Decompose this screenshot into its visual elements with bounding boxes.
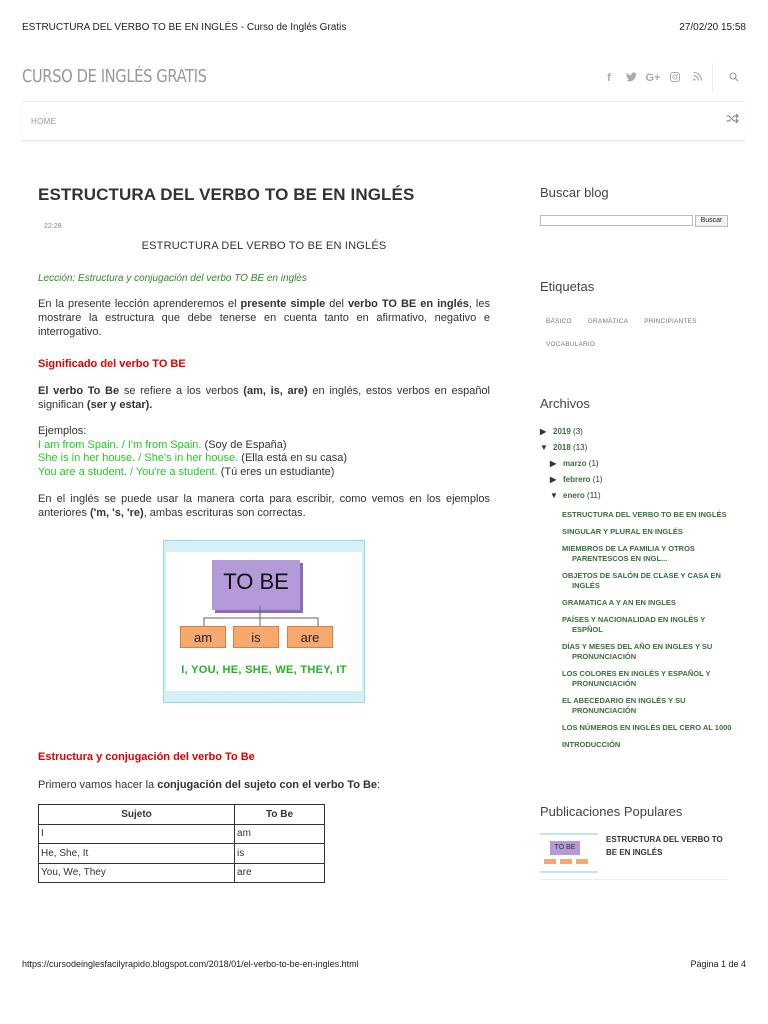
table-cell: He, She, It bbox=[39, 844, 235, 864]
meaning-paragraph: El verbo To Be se refiere a los verbos (am, is, are) en inglés, estos verbos en español significan (ser y estar). bbox=[38, 385, 490, 411]
examples-label: Ejemplos: bbox=[38, 425, 87, 437]
site-title-link[interactable]: CURSO DE INGLÉS GRATIS bbox=[22, 66, 207, 87]
heading-significado: Significado del verbo TO BE bbox=[38, 358, 186, 370]
post-title: ESTRUCTURA DEL VERBO TO BE EN INGLÉS bbox=[38, 185, 415, 204]
heading-estructura: Estructura y conjugación del verbo To Be bbox=[38, 751, 255, 763]
collapsed-arrow-icon[interactable]: ▶ bbox=[550, 459, 557, 468]
table-cell: I bbox=[39, 824, 235, 844]
verb-am: am bbox=[180, 626, 226, 648]
divider bbox=[540, 879, 728, 880]
google-plus-icon[interactable]: G+ bbox=[645, 72, 661, 84]
print-page-number: Página 1 de 4 bbox=[690, 959, 746, 969]
archive-post-list bbox=[540, 510, 732, 750]
instagram-icon[interactable] bbox=[664, 72, 686, 85]
print-url: https://cursodeinglesfacilyrapido.blogspot.com/2018/01/el-verbo-to-be-en-ingles.html bbox=[22, 959, 359, 969]
labels-list bbox=[540, 310, 732, 356]
archive-post-link[interactable]: OBJETOS DE SALÓN DE CLASE Y CASA EN INGLÉS bbox=[562, 571, 721, 590]
table-row bbox=[39, 844, 325, 864]
archive-year-2018[interactable]: ▼ 2018 (13) bbox=[540, 440, 732, 456]
short-form-paragraph: En el inglés se puede usar la manera corta para escribir, como vemos en los ejemplos anteriores ('m, 's, 're), ambas escrituras son correctas. bbox=[38, 493, 490, 519]
table-cell: You, We, They bbox=[39, 863, 235, 883]
archive-month-febrero[interactable]: ▶ febrero (1) bbox=[540, 472, 732, 488]
facebook-icon[interactable]: f bbox=[607, 72, 611, 84]
labels-widget-title: Etiquetas bbox=[540, 279, 595, 294]
sidebar bbox=[540, 185, 732, 880]
print-header bbox=[22, 22, 746, 36]
example-line: You are a student. / You're a student. (Tú eres un estudiante) bbox=[38, 465, 335, 478]
table-header: To Be bbox=[235, 805, 325, 825]
archive-post-link[interactable]: LOS COLORES EN INGLÉS Y ESPAÑOL Y PRONUNCIACIÓN bbox=[562, 669, 711, 688]
post bbox=[38, 185, 490, 883]
thumbnail-label: TO BE bbox=[550, 841, 580, 855]
to-be-diagram-image[interactable] bbox=[163, 540, 365, 703]
table-header: Sujeto bbox=[39, 805, 235, 825]
archive-post-link[interactable]: LOS NÚMEROS EN INGLÉS DEL CERO AL 1000 bbox=[562, 723, 732, 732]
archive-post-link[interactable]: EL ABECEDARIO EN INGLÉS Y SU PRONUNCIACIÓN bbox=[562, 696, 686, 715]
pronouns-line: I, YOU, HE, SHE, WE, THEY, IT bbox=[181, 664, 347, 676]
collapsed-arrow-icon[interactable]: ▶ bbox=[540, 427, 547, 436]
rss-icon[interactable] bbox=[686, 72, 708, 84]
archive-widget-title: Archivos bbox=[540, 396, 590, 411]
blog-search-input[interactable] bbox=[540, 215, 693, 226]
label-link[interactable]: BÁSICO bbox=[546, 318, 572, 325]
example-line: She is in her house. / She's in her house. (Ella está en su casa) bbox=[38, 452, 348, 464]
verb-is: is bbox=[233, 626, 279, 648]
popular-post-item[interactable] bbox=[540, 833, 732, 877]
label-link[interactable]: PRINCIPIANTES bbox=[644, 318, 697, 325]
social-links bbox=[598, 70, 745, 86]
table-row bbox=[39, 824, 325, 844]
search-button[interactable]: Buscar bbox=[695, 215, 728, 227]
divider bbox=[712, 63, 713, 93]
nav-home-link[interactable]: HOME bbox=[31, 117, 57, 126]
archive-post-link[interactable]: MIEMBROS DE LA FAMILIA Y OTROS PARENTESCOS EN INGL... bbox=[562, 544, 695, 563]
site-header bbox=[22, 52, 745, 102]
expanded-arrow-icon[interactable]: ▼ bbox=[550, 491, 558, 500]
twitter-icon[interactable] bbox=[620, 72, 642, 85]
table-header-row bbox=[39, 805, 325, 825]
search-widget bbox=[540, 215, 732, 227]
table-row bbox=[39, 863, 325, 883]
archive-month-enero[interactable]: ▼ enero (11) bbox=[540, 488, 732, 504]
archive-post-link[interactable]: DÍAS Y MESES DEL AÑO EN INGLES Y SU PRONUNCIACIÓN bbox=[562, 642, 713, 661]
search-widget-title: Buscar blog bbox=[540, 185, 609, 200]
archive-post-link[interactable]: ESTRUCTURA DEL VERBO TO BE EN INGLÉS bbox=[562, 510, 727, 519]
intro-paragraph: En la presente lección aprenderemos el presente simple del verbo TO BE en inglés, les mostrare la estructura que debe tenerse en cuenta tanto en afirmativo, negativo e interrogativo. bbox=[38, 298, 490, 338]
collapsed-arrow-icon[interactable]: ▶ bbox=[550, 475, 557, 484]
archive-year-2019[interactable]: ▶ 2019 (3) bbox=[540, 424, 732, 440]
archive-month-marzo[interactable]: ▶ marzo (1) bbox=[540, 456, 732, 472]
lesson-subtitle: Lección: Estructura y conjugación del verbo TO BE en inglès bbox=[38, 273, 307, 284]
verb-are: are bbox=[287, 626, 333, 648]
label-link[interactable]: VOCABULARIO bbox=[546, 341, 596, 348]
table-cell: am bbox=[235, 824, 325, 844]
archive-post-link[interactable]: INTRODUCCIÓN bbox=[562, 740, 621, 749]
popular-post-thumbnail[interactable] bbox=[540, 833, 598, 873]
table-cell: are bbox=[235, 863, 325, 883]
conjugation-intro: Primero vamos hacer la conjugación del sujeto con el verbo To Be: bbox=[38, 779, 381, 791]
expanded-arrow-icon[interactable]: ▼ bbox=[540, 443, 548, 452]
search-icon[interactable] bbox=[723, 72, 745, 85]
print-date: 27/02/20 15:58 bbox=[679, 22, 746, 33]
label-link[interactable]: GRAMÁTICA bbox=[587, 318, 629, 325]
popular-post-title[interactable]: ESTRUCTURA DEL VERBO TO BE EN INGLÉS bbox=[606, 835, 723, 857]
shuffle-icon[interactable] bbox=[726, 113, 739, 127]
conjugation-table bbox=[38, 804, 325, 883]
examples-block bbox=[38, 425, 490, 479]
archive-tree bbox=[540, 424, 732, 750]
post-center-heading: ESTRUCTURA DEL VERBO TO BE EN INGLÉS bbox=[141, 240, 387, 252]
to-be-label: TO BE bbox=[212, 560, 300, 610]
archive-post-link[interactable]: PAÍSES Y NACIONALIDAD EN INGLÉS Y ESPÑOL bbox=[562, 615, 706, 634]
archive-post-link[interactable]: SINGULAR Y PLURAL EN INGLÉS bbox=[562, 527, 683, 536]
print-page-title: ESTRUCTURA DEL VERBO TO BE EN INGLÉS - Curso de Inglés Gratis bbox=[22, 22, 347, 33]
example-line: I am from Spain. / I'm from Spain. (Soy de España) bbox=[38, 438, 287, 451]
archive-post-link[interactable]: GRAMATICA A Y AN EN INGLES bbox=[562, 598, 676, 607]
popular-widget-title: Publicaciones Populares bbox=[540, 804, 683, 819]
table-cell: is bbox=[235, 844, 325, 864]
post-time[interactable]: 22:28 bbox=[44, 223, 62, 230]
nav-bar bbox=[22, 103, 745, 141]
